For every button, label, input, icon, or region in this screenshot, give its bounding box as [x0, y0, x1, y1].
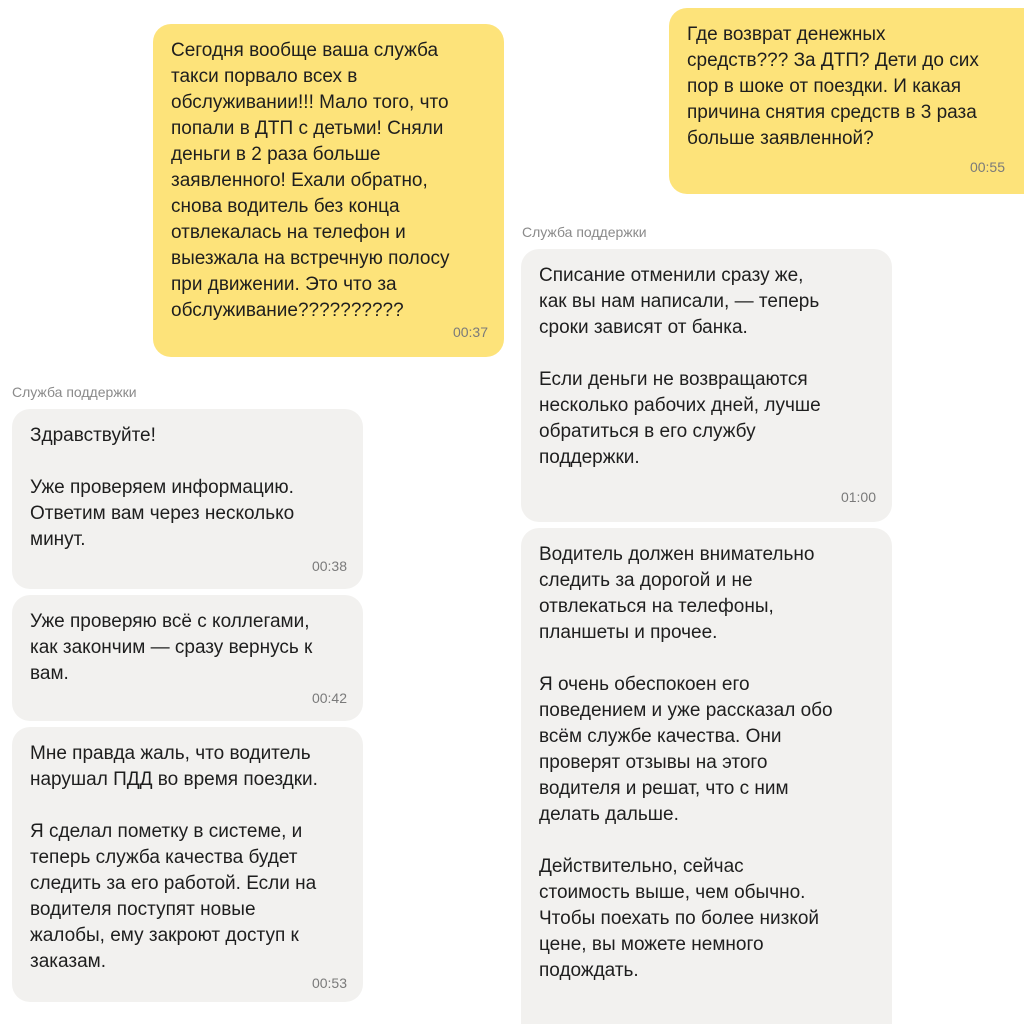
support-message-bubble	[12, 595, 363, 721]
support-message-bubble	[521, 249, 892, 522]
message-text: Списание отменили сразу же, как вы нам написали, — теперь сроки зависят от банка. Если деньги не возвращаются несколько рабочих дней, лучше обратиться в его службу поддержки.	[539, 265, 821, 468]
support-message-bubble	[12, 727, 363, 1002]
sender-label: Служба поддержки	[522, 224, 647, 240]
support-message-bubble	[12, 409, 363, 589]
message-text: Водитель должен внимательно следить за дорогой и не отвлекаться на телефоны, планшеты и прочее. Я очень обеспокоен его поведением и уже рассказал обо всём службе качества. Они проверят отзывы на этого водителя и решат, что с ним делать дальше. Действительно, сейчас стоимость выше, чем обычно. Чтобы поехать по более низкой цене, вы можете немного подождать.	[539, 544, 833, 981]
message-text: Здравствуйте! Уже проверяем информацию. Ответим вам через несколько минут.	[30, 425, 295, 550]
message-time: 00:42	[311, 690, 347, 706]
message-time: 01:00	[840, 489, 876, 505]
message-text: Сегодня вообще ваша служба такси порвало всех в обслуживании!!! Мало того, что попали в ДТП с детьми! Сняли деньги в 2 раза больше заявленного! Ехали обратно, снова водитель без конца отвлекалась на телефон и выезжала на встречную полосу при движении. Это что за обслуживание??????????	[171, 40, 450, 321]
message-time: 00:37	[452, 324, 488, 340]
user-message-bubble	[669, 8, 1024, 194]
message-time: 00:38	[311, 558, 347, 574]
user-message-bubble	[153, 24, 504, 357]
message-text: Уже проверяю всё с коллегами, как закончим — сразу вернусь к вам.	[30, 611, 313, 684]
message-text: Мне правда жаль, что водитель нарушал ПДД во время поездки. Я сделал пометку в системе, и теперь служба качества будет следить за его работой. Если на водителя поступят новые жалобы, ему закроют доступ к заказам.	[30, 743, 318, 972]
support-message-bubble	[521, 528, 892, 1024]
message-text: Где возврат денежных средств??? За ДТП? Дети до сих пор в шоке от поездки. И какая причина снятия средств в 3 раза больше заявленной?	[687, 24, 979, 149]
sender-label: Служба поддержки	[12, 384, 137, 400]
message-time: 00:53	[311, 975, 347, 991]
message-time: 00:55	[969, 159, 1005, 175]
